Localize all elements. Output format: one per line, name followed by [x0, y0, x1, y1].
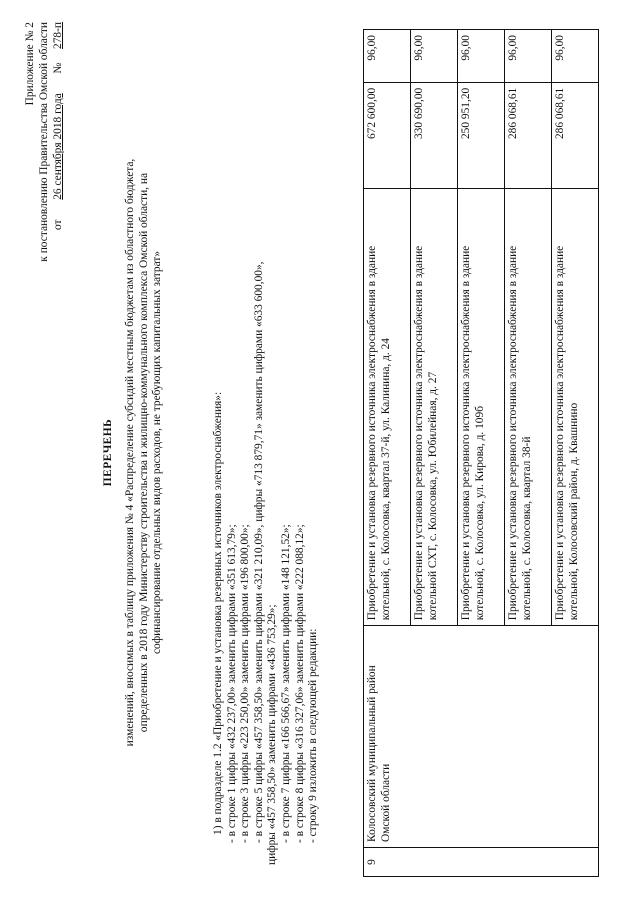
- decree-number: 278-п: [52, 22, 64, 49]
- amount-cell: 286 068,61: [505, 82, 552, 189]
- subtitle: [124, 60, 165, 845]
- table-row: [364, 30, 411, 877]
- change-line: цифры «457 358,50» заменить цифрами «436 753,29»;: [266, 604, 279, 865]
- change-line: - в строке 1 цифры «432 237,00» заменить цифрами «351 613,79»;: [225, 524, 238, 843]
- amount-cell: 286 068,61: [552, 82, 599, 189]
- change-line: - в строке 5 цифры «457 358,50» заменить цифрами «321 210,09», цифры «713 879,71» заменить цифрами «633 600,00»,: [252, 261, 265, 843]
- description-cell: Приобретение и установка резервного источника электроснабжения в здание котельной, с. Колосовка, ул. Кирова, д. 109б: [458, 189, 505, 626]
- decree-reference: к постановлению Правительства Омской области: [38, 22, 50, 262]
- from-label: от: [52, 219, 64, 231]
- description-cell: Приобретение и установка резервного источника электроснабжения в здание котельной, Колосовский район, д. Квашнино: [552, 189, 599, 626]
- number-label: №: [52, 62, 64, 74]
- amount-cell: 672 600,00: [364, 82, 411, 189]
- decree-date: 26 сентября 2018 года: [52, 93, 64, 200]
- change-line: - в строке 3 цифры «223 250,00» заменить цифрами «196 800,00»;: [239, 524, 252, 843]
- subtitle-line: изменений, вносимых в таблицу приложения № 4 «Распределение субсидий местным бюджетам из областного бюджета,: [124, 158, 136, 747]
- page-title: ПЕРЕЧЕНЬ: [102, 418, 114, 487]
- description-cell: Приобретение и установка резервного источника электроснабжения в здание котельной СХТ, с. Колосовка, ул. Юбилейная, д. 27: [411, 189, 458, 626]
- change-list: [212, 25, 321, 865]
- amount-cell: 250 951,20: [458, 82, 505, 189]
- description-cell: Приобретение и установка резервного источника электроснабжения в здание котельной, с. Колосовка, квартал 38-й: [505, 189, 552, 626]
- percent-cell: 96,00: [552, 30, 599, 83]
- subtitle-line: определенных в 2018 году Министерству строительства и жилищно-коммунального комплекса Омской области, на: [137, 172, 150, 733]
- row-number-cell: 9: [364, 847, 599, 876]
- appendix-title: Приложение № 2: [24, 22, 36, 106]
- subsidy-table: [363, 29, 599, 877]
- district-cell: Колосовский муниципальный район Омской области: [364, 626, 599, 848]
- change-line: - в строке 7 цифры «166 566,67» заменить цифрами «148 121,52»;: [279, 524, 292, 843]
- percent-cell: 96,00: [411, 30, 458, 83]
- percent-cell: 96,00: [458, 30, 505, 83]
- change-line: - строку 9 изложить в следующей редакции:: [307, 628, 320, 843]
- change-line: - в строке 8 цифры «316 327,06» заменить цифрами «222 088,12»;: [293, 524, 306, 843]
- change-line: 1) в подразделе 1.2 «Приобретение и установка резервных источников электроснабжения»:: [212, 391, 224, 835]
- percent-cell: 96,00: [505, 30, 552, 83]
- appendix-header: [24, 22, 66, 262]
- amount-cell: 330 690,00: [411, 82, 458, 189]
- decree-date-line: [52, 22, 66, 262]
- percent-cell: 96,00: [364, 30, 411, 83]
- description-cell: Приобретение и установка резервного источника электроснабжения в здание котельной, с. Колосовка, квартал 37-й, ул. Калинина, д. 24: [364, 189, 411, 626]
- subtitle-line: софинансирование отдельных видов расходов, не требующих капитальных затрат»: [151, 250, 164, 655]
